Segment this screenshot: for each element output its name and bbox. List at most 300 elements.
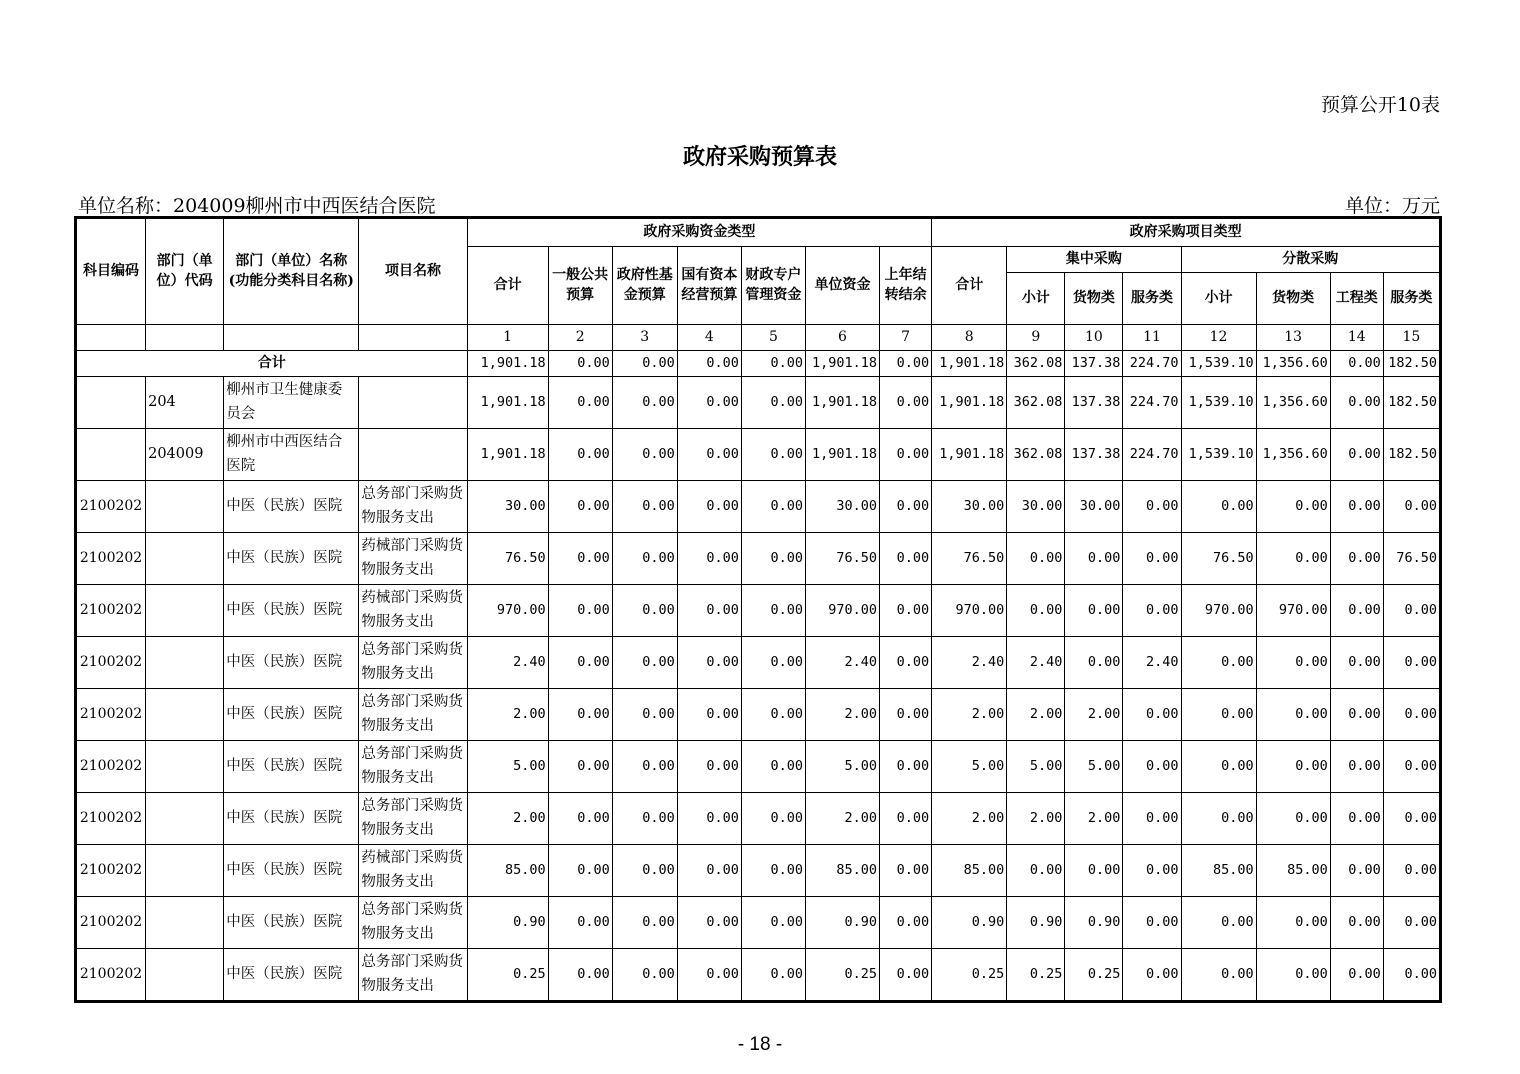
table-row: [77, 689, 1440, 741]
total-value-cell: 1,901.18: [467, 351, 548, 377]
value-cell: 1,901.18: [932, 429, 1007, 481]
value-cell: 0.00: [1330, 429, 1383, 481]
column-index-row: [77, 325, 1440, 351]
project-name-cell: 药械部门采购货物服务支出: [359, 585, 467, 637]
value-cell: 362.08: [1007, 377, 1065, 429]
value-cell: 0.00: [1383, 845, 1439, 897]
value-cell: 1,901.18: [467, 377, 548, 429]
col-total-2: 合计: [932, 247, 1007, 325]
value-cell: 224.70: [1123, 429, 1181, 481]
project-name-cell: 总务部门采购货物服务支出: [359, 637, 467, 689]
value-cell: 0.00: [612, 429, 677, 481]
total-value-cell: 362.08: [1007, 351, 1065, 377]
value-cell: 0.00: [741, 377, 805, 429]
value-cell: 0.00: [1330, 585, 1383, 637]
value-cell: 0.00: [1256, 741, 1330, 793]
value-cell: 0.00: [677, 689, 741, 741]
dept-code-cell: 204009: [146, 429, 224, 481]
project-name-cell: [359, 429, 467, 481]
value-cell: 0.00: [1181, 741, 1256, 793]
total-value-cell: 0.00: [741, 351, 805, 377]
value-cell: 2.40: [1123, 637, 1181, 689]
value-cell: 0.00: [548, 637, 612, 689]
value-cell: 0.00: [612, 741, 677, 793]
dept-code-cell: [146, 637, 224, 689]
project-name-cell: 药械部门采购货物服务支出: [359, 845, 467, 897]
total-value-cell: 137.38: [1065, 351, 1123, 377]
value-cell: 0.00: [612, 793, 677, 845]
value-cell: 0.00: [880, 793, 932, 845]
value-cell: 1,539.10: [1181, 429, 1256, 481]
value-cell: 0.00: [1256, 949, 1330, 1001]
total-row-label: 合计: [77, 351, 468, 377]
value-cell: 0.00: [1007, 845, 1065, 897]
value-cell: 30.00: [1065, 481, 1123, 533]
value-cell: 970.00: [805, 585, 879, 637]
value-cell: 30.00: [1007, 481, 1065, 533]
value-cell: 0.00: [612, 637, 677, 689]
col-carryover: 上年结转结余: [880, 247, 932, 325]
value-cell: 0.00: [548, 949, 612, 1001]
value-cell: 0.00: [1123, 585, 1181, 637]
value-cell: 0.00: [1181, 793, 1256, 845]
col-centralized-services: 服务类: [1123, 273, 1181, 325]
value-cell: 0.00: [548, 533, 612, 585]
value-cell: 182.50: [1383, 377, 1439, 429]
col-group-project-type: 政府采购项目类型: [932, 219, 1440, 247]
table-row: [77, 533, 1440, 585]
subject-code-cell: 2100202: [77, 481, 146, 533]
dept-code-cell: [146, 845, 224, 897]
column-index-cell: 7: [880, 325, 932, 351]
dept-code-cell: [146, 741, 224, 793]
value-cell: 0.00: [741, 689, 805, 741]
col-special-account: 财政专户管理资金: [741, 247, 805, 325]
value-cell: 85.00: [467, 845, 548, 897]
col-decentralized-subtotal: 小计: [1181, 273, 1256, 325]
table-row: [77, 793, 1440, 845]
value-cell: 0.00: [880, 689, 932, 741]
column-index-cell: 13: [1256, 325, 1330, 351]
value-cell: 182.50: [1383, 429, 1439, 481]
total-value-cell: 224.70: [1123, 351, 1181, 377]
total-value-cell: 1,901.18: [932, 351, 1007, 377]
col-subject-code: 科目编码: [77, 219, 146, 325]
value-cell: 1,901.18: [805, 377, 879, 429]
project-name-cell: 总务部门采购货物服务支出: [359, 949, 467, 1001]
value-cell: 0.00: [741, 533, 805, 585]
value-cell: 0.00: [677, 377, 741, 429]
value-cell: 0.00: [612, 845, 677, 897]
value-cell: 5.00: [1007, 741, 1065, 793]
value-cell: 0.25: [932, 949, 1007, 1001]
value-cell: 0.00: [677, 949, 741, 1001]
value-cell: 0.00: [880, 897, 932, 949]
value-cell: 0.00: [1256, 689, 1330, 741]
value-cell: 1,901.18: [467, 429, 548, 481]
dept-code-cell: [146, 481, 224, 533]
value-cell: 76.50: [932, 533, 1007, 585]
value-cell: 970.00: [467, 585, 548, 637]
column-index-cell: 1: [467, 325, 548, 351]
value-cell: 2.00: [1065, 793, 1123, 845]
table-row: [77, 897, 1440, 949]
col-total: 合计: [467, 247, 548, 325]
col-state-capital: 国有资本经营预算: [677, 247, 741, 325]
value-cell: 0.00: [1330, 949, 1383, 1001]
value-cell: 0.00: [1123, 793, 1181, 845]
dept-name-cell: 中医（民族）医院: [224, 637, 359, 689]
page-title: 政府采购预算表: [682, 144, 837, 170]
value-cell: 85.00: [1181, 845, 1256, 897]
value-cell: 1,539.10: [1181, 377, 1256, 429]
dept-code-cell: [146, 585, 224, 637]
value-cell: 0.00: [677, 481, 741, 533]
project-name-cell: 总务部门采购货物服务支出: [359, 897, 467, 949]
value-cell: 5.00: [467, 741, 548, 793]
total-value-cell: 0.00: [677, 351, 741, 377]
value-cell: 0.25: [1007, 949, 1065, 1001]
value-cell: 0.00: [741, 949, 805, 1001]
value-cell: 0.90: [805, 897, 879, 949]
col-project-name: 项目名称: [359, 219, 467, 325]
dept-name-cell: 中医（民族）医院: [224, 845, 359, 897]
value-cell: 0.00: [1330, 481, 1383, 533]
table-row: [77, 741, 1440, 793]
value-cell: 0.00: [677, 793, 741, 845]
subject-code-cell: 2100202: [77, 689, 146, 741]
value-cell: 0.00: [1181, 897, 1256, 949]
table-row: [77, 585, 1440, 637]
value-cell: 0.00: [741, 793, 805, 845]
value-cell: 0.00: [880, 585, 932, 637]
value-cell: 0.00: [741, 637, 805, 689]
value-cell: 5.00: [805, 741, 879, 793]
page-number: - 18 -: [737, 1034, 783, 1055]
value-cell: 970.00: [1181, 585, 1256, 637]
value-cell: 0.00: [1330, 533, 1383, 585]
dept-name-cell: 中医（民族）医院: [224, 793, 359, 845]
column-index-cell: 14: [1330, 325, 1383, 351]
subject-code-cell: 2100202: [77, 585, 146, 637]
value-cell: 0.00: [1181, 481, 1256, 533]
column-index-cell: 3: [612, 325, 677, 351]
value-cell: 0.00: [1256, 793, 1330, 845]
dept-code-cell: [146, 793, 224, 845]
value-cell: 2.00: [1007, 793, 1065, 845]
value-cell: 0.00: [677, 637, 741, 689]
value-cell: 2.40: [805, 637, 879, 689]
value-cell: 0.00: [1330, 793, 1383, 845]
value-cell: 0.00: [612, 585, 677, 637]
column-index-cell: 5: [741, 325, 805, 351]
value-cell: 0.00: [1330, 689, 1383, 741]
dept-code-cell: [146, 533, 224, 585]
value-cell: 0.00: [677, 429, 741, 481]
value-cell: 0.00: [677, 897, 741, 949]
dept-code-cell: [146, 689, 224, 741]
value-cell: 1,356.60: [1256, 429, 1330, 481]
subject-code-cell: 2100202: [77, 897, 146, 949]
col-centralized-subtotal: 小计: [1007, 273, 1065, 325]
value-cell: 0.00: [548, 689, 612, 741]
value-cell: 0.00: [612, 897, 677, 949]
table-row: [77, 637, 1440, 689]
value-cell: 0.00: [1007, 533, 1065, 585]
dept-name-cell: 中医（民族）医院: [224, 481, 359, 533]
value-cell: 1,901.18: [805, 429, 879, 481]
value-cell: 0.00: [1123, 533, 1181, 585]
dept-code-cell: [146, 949, 224, 1001]
project-name-cell: 总务部门采购货物服务支出: [359, 793, 467, 845]
subject-code-cell: 2100202: [77, 533, 146, 585]
value-cell: 0.00: [1123, 481, 1181, 533]
value-cell: 0.90: [1007, 897, 1065, 949]
value-cell: 0.00: [548, 897, 612, 949]
value-cell: 0.00: [677, 845, 741, 897]
value-cell: 0.00: [741, 481, 805, 533]
dept-name-cell: 中医（民族）医院: [224, 897, 359, 949]
value-cell: 30.00: [467, 481, 548, 533]
dept-code-cell: 204: [146, 377, 224, 429]
total-row: [77, 351, 1440, 377]
column-index-cell: 12: [1181, 325, 1256, 351]
project-name-cell: [359, 377, 467, 429]
value-cell: 85.00: [805, 845, 879, 897]
value-cell: 76.50: [1383, 533, 1439, 585]
value-cell: 0.00: [880, 741, 932, 793]
value-cell: 0.00: [1256, 481, 1330, 533]
total-value-cell: 1,539.10: [1181, 351, 1256, 377]
value-cell: 0.00: [1181, 689, 1256, 741]
value-cell: 0.25: [467, 949, 548, 1001]
value-cell: 2.00: [805, 689, 879, 741]
value-cell: 2.00: [1007, 689, 1065, 741]
column-index-cell: 6: [805, 325, 879, 351]
value-cell: 0.00: [1330, 897, 1383, 949]
value-cell: 0.00: [1065, 637, 1123, 689]
value-cell: 224.70: [1123, 377, 1181, 429]
project-name-cell: 总务部门采购货物服务支出: [359, 481, 467, 533]
col-decentralized-goods: 货物类: [1256, 273, 1330, 325]
col-group-centralized: 集中采购: [1007, 247, 1181, 273]
value-cell: 76.50: [467, 533, 548, 585]
value-cell: 0.00: [612, 533, 677, 585]
column-index-cell: 2: [548, 325, 612, 351]
col-dept-code: 部门（单位）代码: [146, 219, 224, 325]
unit-name-label: 单位名称：204009柳州市中西医结合医院: [78, 195, 436, 217]
column-index-cell: 8: [932, 325, 1007, 351]
value-cell: 30.00: [805, 481, 879, 533]
form-number: 预算公开10表: [1320, 94, 1440, 116]
value-cell: 2.40: [932, 637, 1007, 689]
value-cell: 0.00: [1065, 533, 1123, 585]
value-cell: 0.00: [548, 481, 612, 533]
value-cell: 0.00: [1383, 481, 1439, 533]
value-cell: 0.00: [612, 481, 677, 533]
dept-name-cell: 柳州市中西医结合医院: [224, 429, 359, 481]
value-cell: 0.00: [1123, 845, 1181, 897]
value-cell: 85.00: [1256, 845, 1330, 897]
column-index-cell: 15: [1383, 325, 1439, 351]
project-name-cell: 总务部门采购货物服务支出: [359, 741, 467, 793]
value-cell: 0.00: [548, 793, 612, 845]
dept-name-cell: 中医（民族）医院: [224, 585, 359, 637]
value-cell: 0.00: [1181, 637, 1256, 689]
value-cell: 0.00: [1007, 585, 1065, 637]
value-cell: 30.00: [932, 481, 1007, 533]
value-cell: 970.00: [932, 585, 1007, 637]
value-cell: 0.00: [1383, 585, 1439, 637]
value-cell: 0.00: [548, 845, 612, 897]
col-general-budget: 一般公共预算: [548, 247, 612, 325]
col-centralized-goods: 货物类: [1065, 273, 1123, 325]
project-name-cell: 药械部门采购货物服务支出: [359, 533, 467, 585]
value-cell: 0.00: [1123, 689, 1181, 741]
value-cell: 2.00: [932, 689, 1007, 741]
value-cell: 0.00: [612, 377, 677, 429]
procurement-budget-table: [76, 218, 1440, 1001]
value-cell: 0.00: [1256, 533, 1330, 585]
value-cell: 0.25: [1065, 949, 1123, 1001]
value-cell: 1,901.18: [932, 377, 1007, 429]
project-name-cell: 总务部门采购货物服务支出: [359, 689, 467, 741]
value-cell: 0.00: [612, 689, 677, 741]
table-row: [77, 845, 1440, 897]
total-value-cell: 0.00: [880, 351, 932, 377]
value-cell: 0.00: [1383, 741, 1439, 793]
col-decentralized-engineering: 工程类: [1330, 273, 1383, 325]
value-cell: 970.00: [1256, 585, 1330, 637]
value-cell: 0.00: [548, 377, 612, 429]
dept-name-cell: 中医（民族）医院: [224, 689, 359, 741]
value-cell: 0.00: [1330, 845, 1383, 897]
value-cell: 85.00: [932, 845, 1007, 897]
dept-name-cell: 中医（民族）医院: [224, 533, 359, 585]
column-index-cell: 10: [1065, 325, 1123, 351]
col-gov-fund: 政府性基金预算: [612, 247, 677, 325]
value-cell: 0.90: [1065, 897, 1123, 949]
value-cell: 0.00: [741, 429, 805, 481]
subject-code-cell: [77, 429, 146, 481]
value-cell: 0.00: [741, 741, 805, 793]
total-value-cell: 0.00: [612, 351, 677, 377]
value-cell: 2.00: [467, 793, 548, 845]
value-cell: 0.00: [1123, 897, 1181, 949]
value-cell: 2.40: [1007, 637, 1065, 689]
subject-code-cell: 2100202: [77, 949, 146, 1001]
value-cell: 0.00: [677, 741, 741, 793]
value-cell: 0.00: [612, 949, 677, 1001]
value-cell: 0.00: [880, 429, 932, 481]
value-cell: 1,356.60: [1256, 377, 1330, 429]
value-cell: 0.00: [741, 897, 805, 949]
subject-code-cell: [77, 377, 146, 429]
value-cell: 2.00: [805, 793, 879, 845]
total-value-cell: 0.00: [548, 351, 612, 377]
col-group-decentralized: 分散采购: [1181, 247, 1439, 273]
value-cell: 0.25: [805, 949, 879, 1001]
value-cell: 0.00: [1383, 637, 1439, 689]
subject-code-cell: 2100202: [77, 741, 146, 793]
value-cell: 0.00: [880, 481, 932, 533]
table-row: [77, 429, 1440, 481]
col-group-fund-type: 政府采购资金类型: [467, 219, 932, 247]
column-index-cell: 11: [1123, 325, 1181, 351]
currency-unit-label: 单位：万元: [1344, 195, 1440, 217]
table-row: [77, 949, 1440, 1001]
value-cell: 0.00: [1065, 845, 1123, 897]
value-cell: 76.50: [1181, 533, 1256, 585]
value-cell: 0.00: [1383, 793, 1439, 845]
value-cell: 76.50: [805, 533, 879, 585]
column-index-cell: 9: [1007, 325, 1065, 351]
value-cell: 2.00: [932, 793, 1007, 845]
dept-name-cell: 中医（民族）医院: [224, 741, 359, 793]
table-row: [77, 481, 1440, 533]
value-cell: 0.00: [1065, 585, 1123, 637]
value-cell: 0.00: [1330, 637, 1383, 689]
value-cell: 0.00: [1383, 949, 1439, 1001]
value-cell: 0.00: [677, 533, 741, 585]
value-cell: 0.00: [1383, 897, 1439, 949]
value-cell: 362.08: [1007, 429, 1065, 481]
value-cell: 137.38: [1065, 429, 1123, 481]
value-cell: 0.00: [880, 949, 932, 1001]
value-cell: 0.90: [467, 897, 548, 949]
table-row: [77, 377, 1440, 429]
value-cell: 0.00: [741, 585, 805, 637]
value-cell: 0.00: [1330, 741, 1383, 793]
total-value-cell: 0.00: [1330, 351, 1383, 377]
subject-code-cell: 2100202: [77, 793, 146, 845]
total-value-cell: 182.50: [1383, 351, 1439, 377]
value-cell: 0.00: [880, 845, 932, 897]
value-cell: 0.00: [880, 533, 932, 585]
value-cell: 0.00: [548, 429, 612, 481]
subject-code-cell: 2100202: [77, 845, 146, 897]
value-cell: 0.00: [1123, 741, 1181, 793]
value-cell: 0.00: [1330, 377, 1383, 429]
value-cell: 0.00: [548, 741, 612, 793]
value-cell: 0.00: [1123, 949, 1181, 1001]
value-cell: 0.00: [1256, 637, 1330, 689]
value-cell: 0.00: [1383, 689, 1439, 741]
total-value-cell: 1,356.60: [1256, 351, 1330, 377]
col-unit-funds: 单位资金: [805, 247, 879, 325]
column-index-cell: 4: [677, 325, 741, 351]
total-value-cell: 1,901.18: [805, 351, 879, 377]
value-cell: 0.00: [677, 585, 741, 637]
value-cell: 0.90: [932, 897, 1007, 949]
value-cell: 0.00: [880, 637, 932, 689]
value-cell: 2.40: [467, 637, 548, 689]
value-cell: 0.00: [1181, 949, 1256, 1001]
col-dept-name: 部门（单位）名称(功能分类科目名称): [224, 219, 359, 325]
value-cell: 5.00: [932, 741, 1007, 793]
dept-code-cell: [146, 897, 224, 949]
col-decentralized-services: 服务类: [1383, 273, 1439, 325]
value-cell: 0.00: [741, 845, 805, 897]
subject-code-cell: 2100202: [77, 637, 146, 689]
value-cell: 2.00: [467, 689, 548, 741]
dept-name-cell: 中医（民族）医院: [224, 949, 359, 1001]
dept-name-cell: 柳州市卫生健康委员会: [224, 377, 359, 429]
value-cell: 2.00: [1065, 689, 1123, 741]
value-cell: 0.00: [880, 377, 932, 429]
value-cell: 137.38: [1065, 377, 1123, 429]
value-cell: 0.00: [1256, 897, 1330, 949]
